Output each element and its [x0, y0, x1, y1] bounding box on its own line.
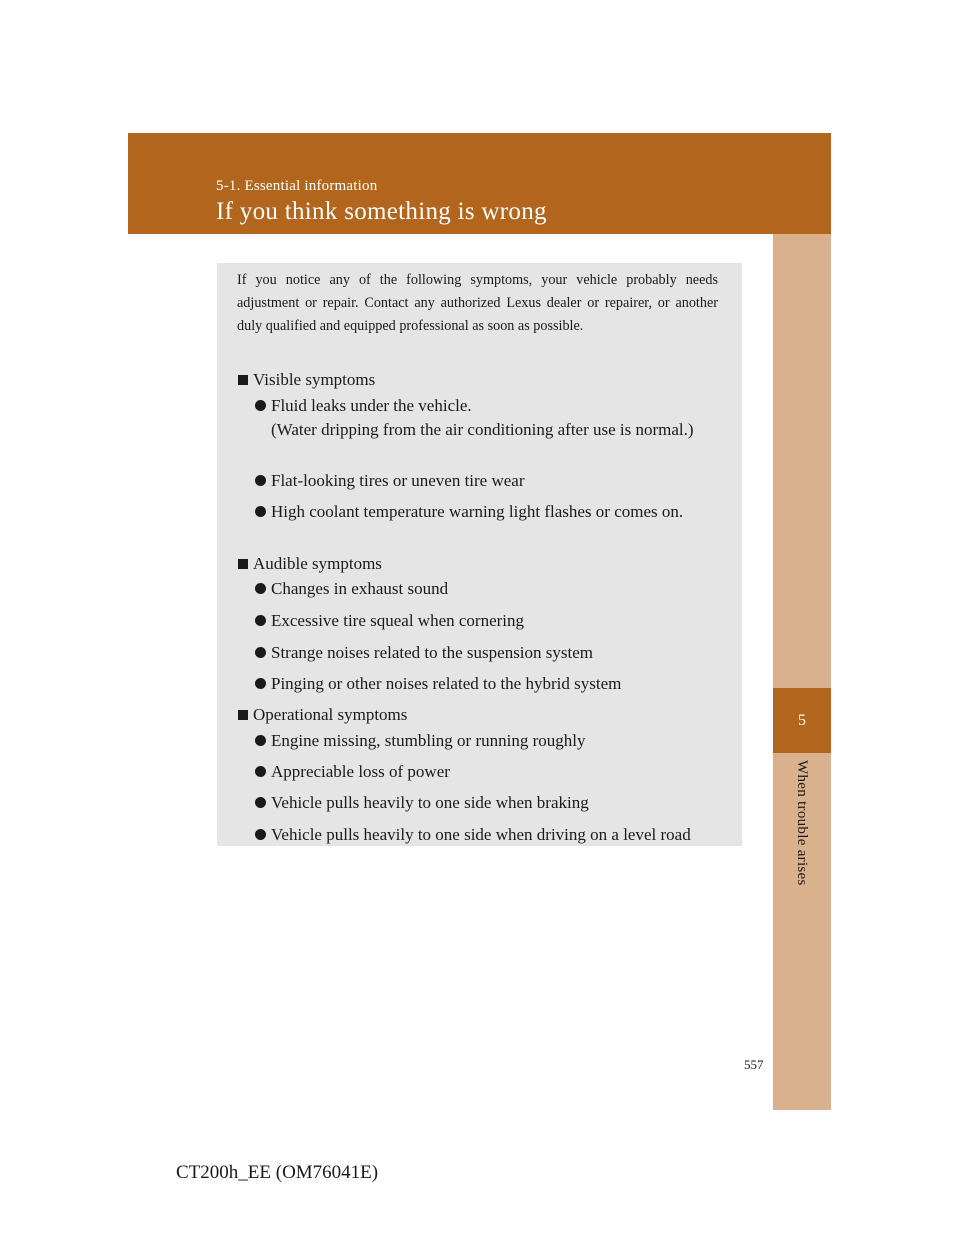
group-heading-label: Visible symptoms	[253, 370, 376, 389]
list-item	[255, 760, 718, 784]
list-item	[255, 641, 718, 665]
list-item	[255, 791, 718, 815]
chapter-side-tab	[773, 234, 831, 1110]
list-item	[255, 469, 718, 493]
symptoms-box	[217, 263, 742, 846]
group-heading-audible	[238, 554, 382, 574]
group-heading-visible	[238, 370, 375, 390]
list-item	[255, 394, 718, 442]
list-item	[255, 729, 718, 753]
list-item-text: Strange noises related to the suspension system	[271, 643, 594, 662]
list-item-text: Pinging or other noises related to the hybrid system	[271, 674, 622, 693]
chapter-title: When trouble arises	[794, 760, 810, 886]
list-item-text: High coolant temperature warning light flashes or comes on.	[271, 502, 684, 521]
round-bullet-icon	[255, 615, 266, 626]
list-item-text: Appreciable loss of power	[271, 762, 450, 781]
square-bullet-icon	[238, 559, 248, 569]
list-item-text: Vehicle pulls heavily to one side when driving on a level road	[271, 825, 691, 844]
round-bullet-icon	[255, 735, 266, 746]
list-item-text: Excessive tire squeal when cornering	[271, 611, 525, 630]
round-bullet-icon	[255, 647, 266, 658]
list-item	[255, 577, 718, 601]
list-item-cut-off	[255, 823, 718, 846]
section-label: 5-1. Essential information	[216, 178, 378, 194]
square-bullet-icon	[238, 710, 248, 720]
list-item-text: Vehicle pulls heavily to one side when braking	[271, 793, 589, 812]
round-bullet-icon	[255, 797, 266, 808]
square-bullet-icon	[238, 375, 248, 385]
list-item-text: Engine missing, stumbling or running roughly	[271, 731, 586, 750]
round-bullet-icon	[255, 678, 266, 689]
group-heading-label: Operational symptoms	[253, 705, 408, 724]
round-bullet-icon	[255, 583, 266, 594]
group-heading-operational	[238, 705, 407, 725]
group-heading-label: Audible symptoms	[253, 554, 382, 573]
footer-model-code: CT200h_EE (OM76041E)	[176, 1162, 379, 1183]
list-item-text: Flat-looking tires or uneven tire wear	[271, 471, 525, 490]
round-bullet-icon	[255, 829, 266, 840]
list-item-text: Changes in exhaust sound	[271, 579, 449, 598]
page-title: If you think something is wrong	[216, 198, 547, 225]
chapter-number: 5	[798, 712, 806, 729]
list-item	[255, 609, 718, 633]
round-bullet-icon	[255, 766, 266, 777]
round-bullet-icon	[255, 400, 266, 411]
list-item	[255, 500, 718, 524]
list-item-text: Fluid leaks under the vehicle. (Water dripping from the air conditioning after use is normal.)	[271, 396, 694, 439]
round-bullet-icon	[255, 506, 266, 517]
round-bullet-icon	[255, 475, 266, 486]
list-item	[255, 672, 718, 696]
page-number: 557	[744, 1057, 764, 1072]
intro-text: If you notice any of the following symptoms, your vehicle probably needs adjustment or repair. Contact any authorized Lexus dealer or repairer, or another duly qualified and equipped professional as soon as possible.	[237, 272, 718, 334]
